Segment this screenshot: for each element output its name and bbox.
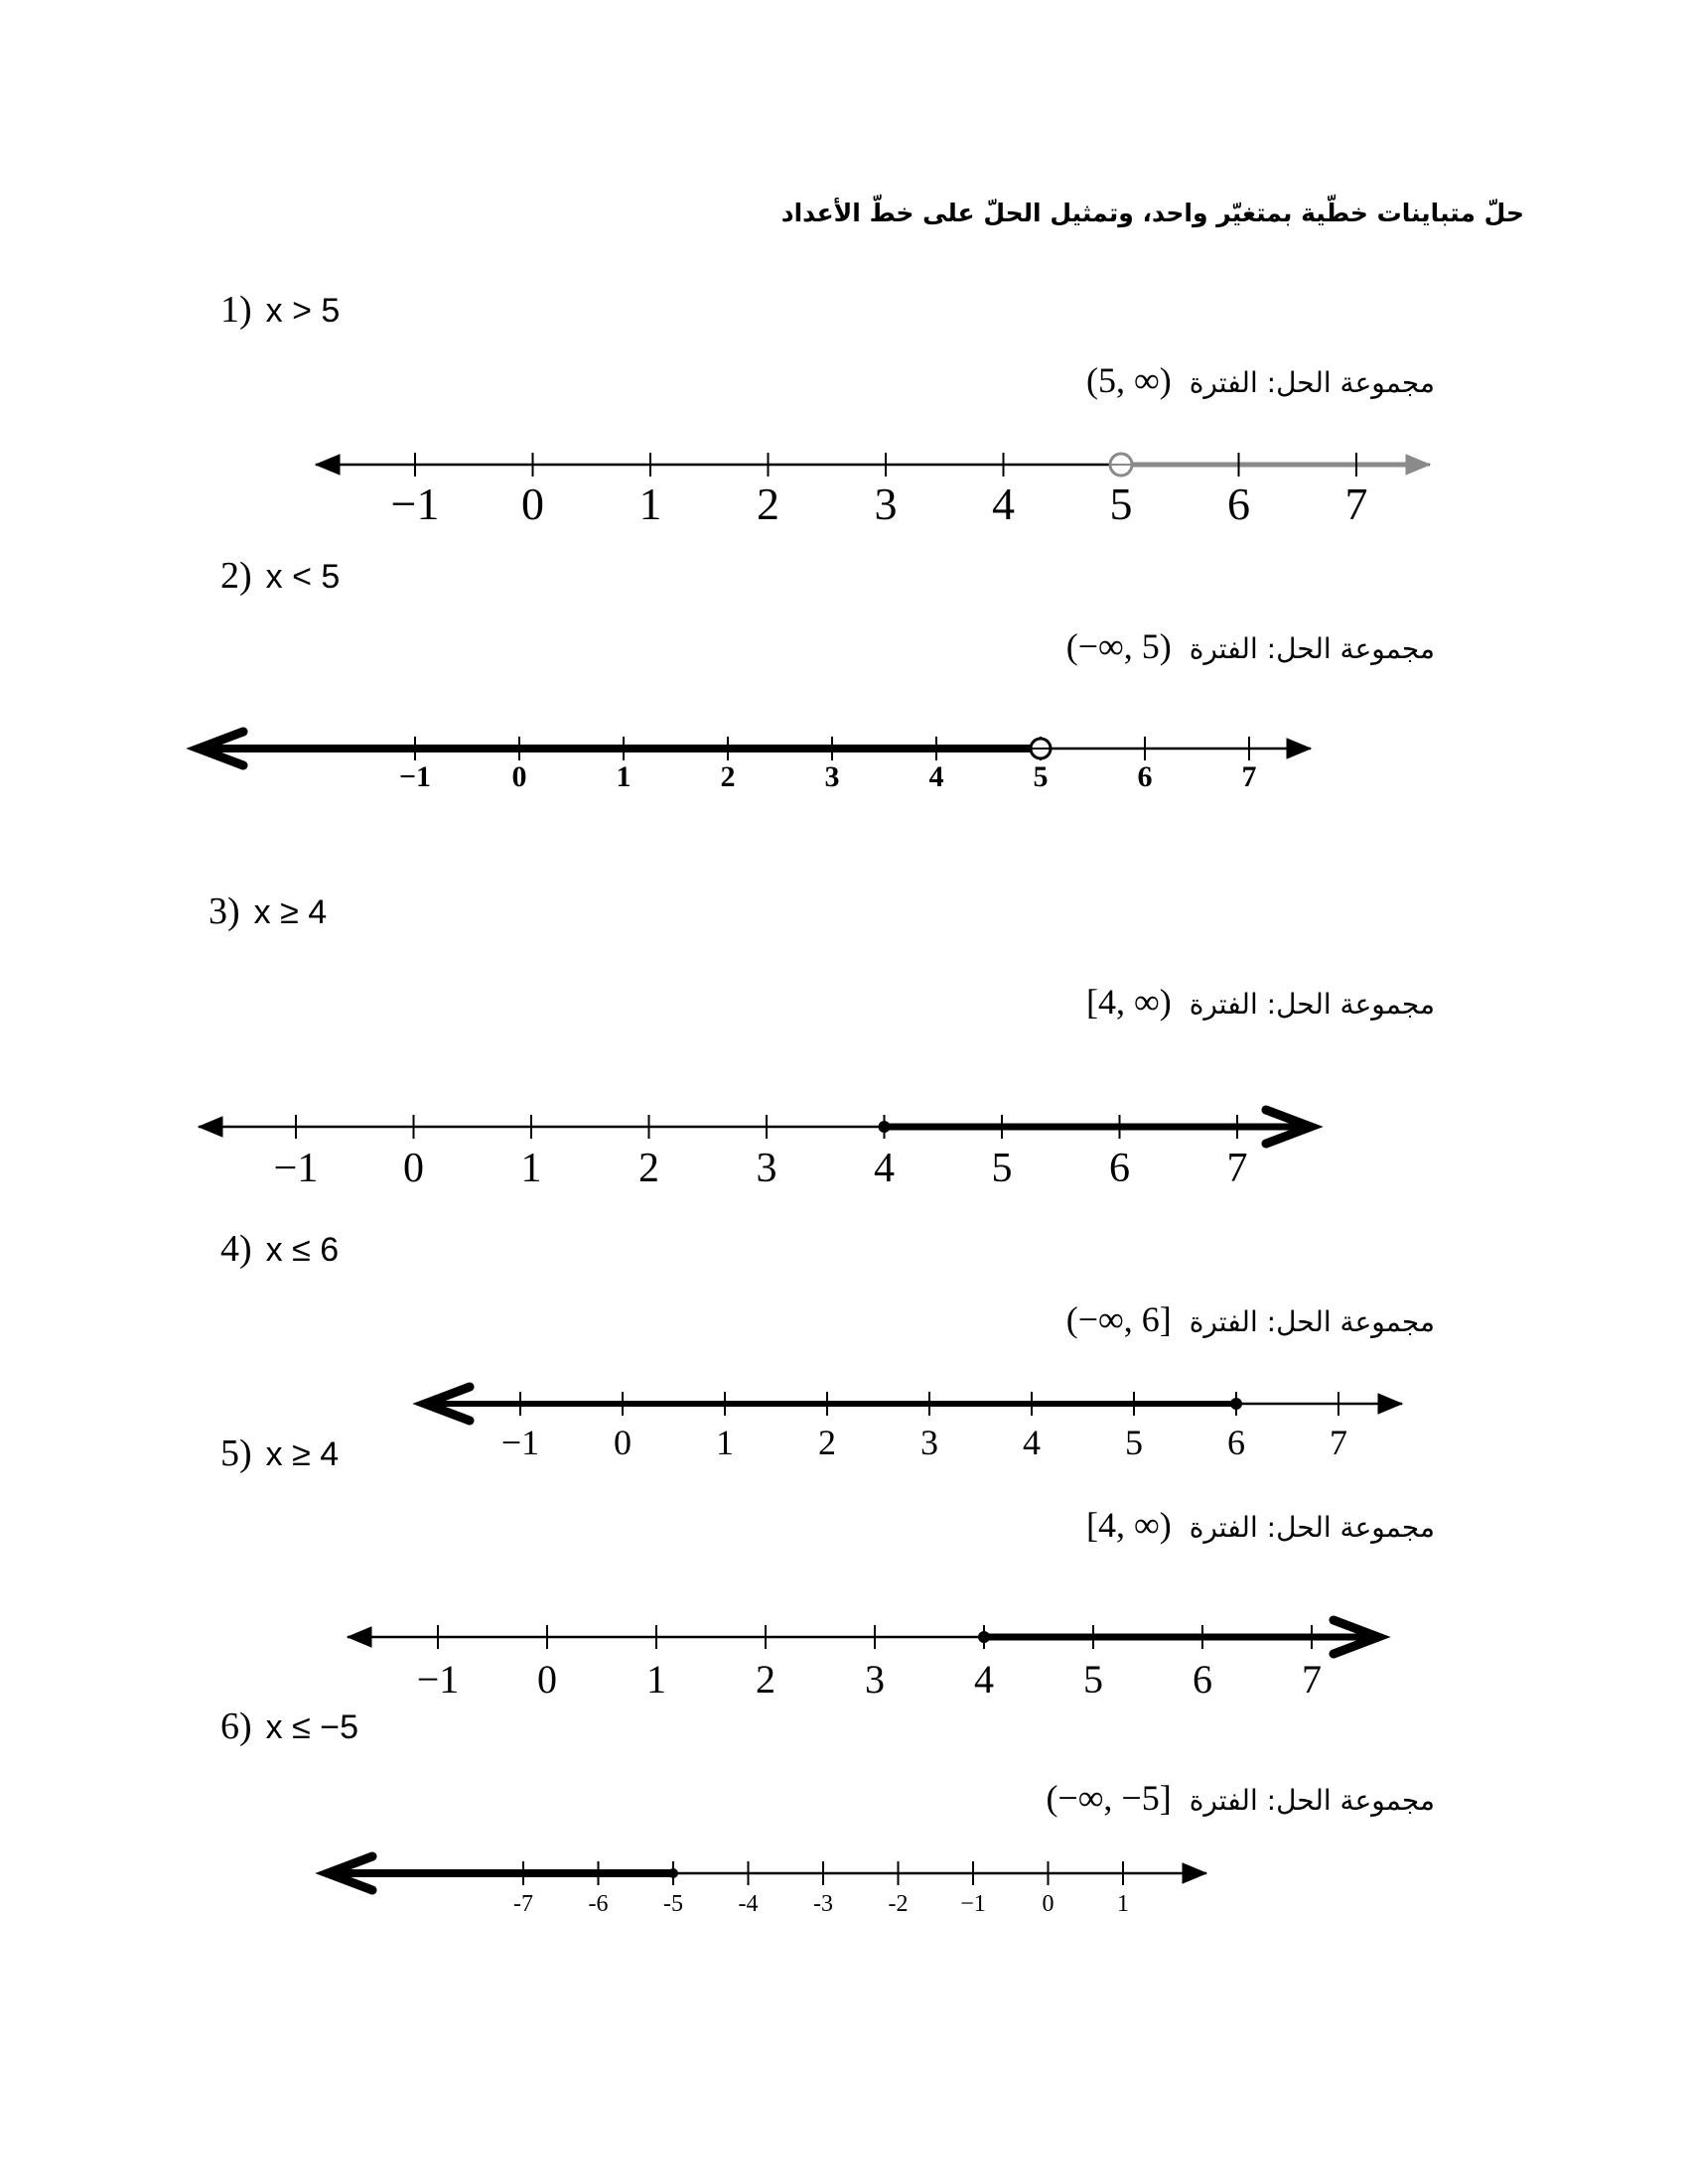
closed-endpoint — [978, 1631, 990, 1643]
arrow-head-right — [1378, 1394, 1402, 1414]
tick-label: 1 — [716, 1423, 734, 1462]
problem-number: 6) — [220, 1706, 252, 1747]
closed-endpoint — [1230, 1398, 1242, 1410]
interval-notation: (−∞, −5] — [1046, 1778, 1172, 1818]
inequality: x > 5 — [265, 292, 341, 330]
tick-label: 1 — [646, 1657, 666, 1702]
problem-1-heading — [220, 288, 340, 332]
inequality: x ≤ 6 — [265, 1231, 340, 1269]
tick-label: 0 — [1042, 1891, 1055, 1917]
tick-label: 6 — [1227, 1423, 1245, 1462]
problem-number: 2) — [220, 555, 252, 597]
tick-label: 5 — [1125, 1423, 1143, 1462]
tick-label: 6 — [1227, 478, 1250, 529]
problem-number: 3) — [209, 890, 240, 932]
number-line-1 — [0, 427, 1688, 546]
solution-set-4 — [1066, 1298, 1435, 1340]
closed-endpoint — [668, 1868, 678, 1878]
tick-label: 3 — [920, 1423, 938, 1462]
arrow-head-left — [199, 1117, 222, 1137]
number-line-5 — [0, 1583, 1688, 1703]
tick-label: 7 — [1302, 1657, 1322, 1702]
tick-label: 1 — [1117, 1891, 1129, 1917]
tick-label: 4 — [992, 478, 1015, 529]
tick-label: −1 — [500, 1423, 540, 1462]
solution-label: مجموعة الحل: الفترة — [1189, 1511, 1435, 1544]
tick-label: 7 — [1330, 1423, 1347, 1462]
problem-number: 1) — [220, 289, 252, 331]
tick-label: -3 — [813, 1891, 833, 1917]
tick-label: 0 — [511, 760, 527, 793]
interval-notation: [4, ∞) — [1086, 982, 1172, 1022]
arrow-head-right — [1183, 1863, 1206, 1883]
number-line-3 — [0, 1077, 1688, 1196]
tick-label: 3 — [824, 760, 840, 793]
tick-label: 2 — [818, 1423, 836, 1462]
tick-label: 6 — [1137, 760, 1153, 793]
arrow-head-right — [1287, 739, 1311, 758]
tick-label: 0 — [521, 478, 544, 529]
tick-label: 4 — [928, 760, 944, 793]
tick-label: 2 — [757, 478, 779, 529]
problem-4-heading — [220, 1227, 339, 1271]
interval-notation: (−∞, 5) — [1065, 626, 1172, 666]
solution-label: مجموعة الحل: الفترة — [1189, 1784, 1435, 1817]
tick-label: 1 — [638, 478, 662, 529]
tick-label: 0 — [537, 1657, 557, 1702]
tick-label: −1 — [416, 1657, 460, 1702]
tick-label: 0 — [403, 1146, 424, 1191]
tick-label: 4 — [874, 1146, 895, 1191]
interval-notation: [4, ∞) — [1086, 1505, 1172, 1545]
tick-label: 6 — [1109, 1146, 1130, 1191]
tick-label: 7 — [1241, 760, 1257, 793]
solution-set-2 — [1066, 625, 1435, 667]
problem-6-heading — [220, 1705, 358, 1748]
solution-set-3 — [1086, 981, 1435, 1023]
tick-label: 6 — [1193, 1657, 1212, 1702]
tick-label: −1 — [390, 478, 440, 529]
tick-label: 1 — [616, 760, 632, 793]
tick-label: 2 — [720, 760, 736, 793]
tick-label: -4 — [738, 1891, 759, 1917]
solution-set-1 — [1086, 359, 1435, 401]
problem-2-heading — [220, 554, 340, 598]
tick-label: 4 — [1023, 1423, 1041, 1462]
tick-label: 5 — [1109, 478, 1133, 529]
problem-number: 5) — [220, 1433, 252, 1474]
tick-label: 7 — [1344, 478, 1368, 529]
number-line-6 — [0, 1832, 1688, 1951]
tick-label: −1 — [960, 1891, 986, 1917]
tick-label: 4 — [974, 1657, 994, 1702]
tick-label: 3 — [756, 1146, 777, 1191]
arrow-head-left — [316, 455, 340, 475]
problem-number: 4) — [220, 1228, 252, 1270]
inequality: x ≤ −5 — [265, 1708, 358, 1746]
solution-label: مجموعة الحل: الفترة — [1189, 988, 1435, 1021]
tick-label: -7 — [513, 1891, 533, 1917]
arrow-head-left — [348, 1627, 371, 1647]
solution-set-6 — [1046, 1777, 1435, 1819]
interval-notation: (5, ∞) — [1086, 360, 1172, 400]
solution-label: مجموعة الحل: الفترة — [1189, 1305, 1435, 1338]
inequality: x < 5 — [265, 558, 341, 596]
tick-label: 3 — [874, 478, 898, 529]
tick-label: 1 — [520, 1146, 542, 1191]
page-title: حلّ متباينات خطّية بمتغيّر واحد، وتمثيل الحلّ على خطّ الأعداد — [780, 199, 1524, 227]
tick-label: 0 — [614, 1423, 632, 1462]
closed-endpoint — [879, 1121, 891, 1133]
tick-label: 7 — [1226, 1146, 1248, 1191]
arrow-head-right — [1406, 455, 1430, 475]
number-line-2 — [0, 705, 1688, 824]
solution-set-5 — [1086, 1504, 1435, 1546]
tick-label: 2 — [756, 1657, 775, 1702]
tick-label: -6 — [588, 1891, 609, 1917]
tick-label: 3 — [865, 1657, 885, 1702]
tick-label: −1 — [398, 760, 432, 793]
inequality: x ≥ 4 — [253, 893, 328, 931]
tick-label: -5 — [663, 1891, 683, 1917]
tick-label: -2 — [888, 1891, 909, 1917]
tick-label: 5 — [1033, 760, 1049, 793]
tick-label: 5 — [991, 1146, 1013, 1191]
tick-label: −1 — [273, 1146, 319, 1191]
solution-label: مجموعة الحل: الفترة — [1189, 366, 1435, 399]
inequality: x ≥ 4 — [265, 1435, 340, 1473]
tick-label: 2 — [638, 1146, 659, 1191]
solution-label: مجموعة الحل: الفترة — [1189, 632, 1435, 665]
problem-3-heading — [209, 889, 327, 933]
problem-5-heading — [220, 1432, 339, 1475]
tick-label: 5 — [1083, 1657, 1103, 1702]
interval-notation: (−∞, 6] — [1065, 1299, 1172, 1339]
